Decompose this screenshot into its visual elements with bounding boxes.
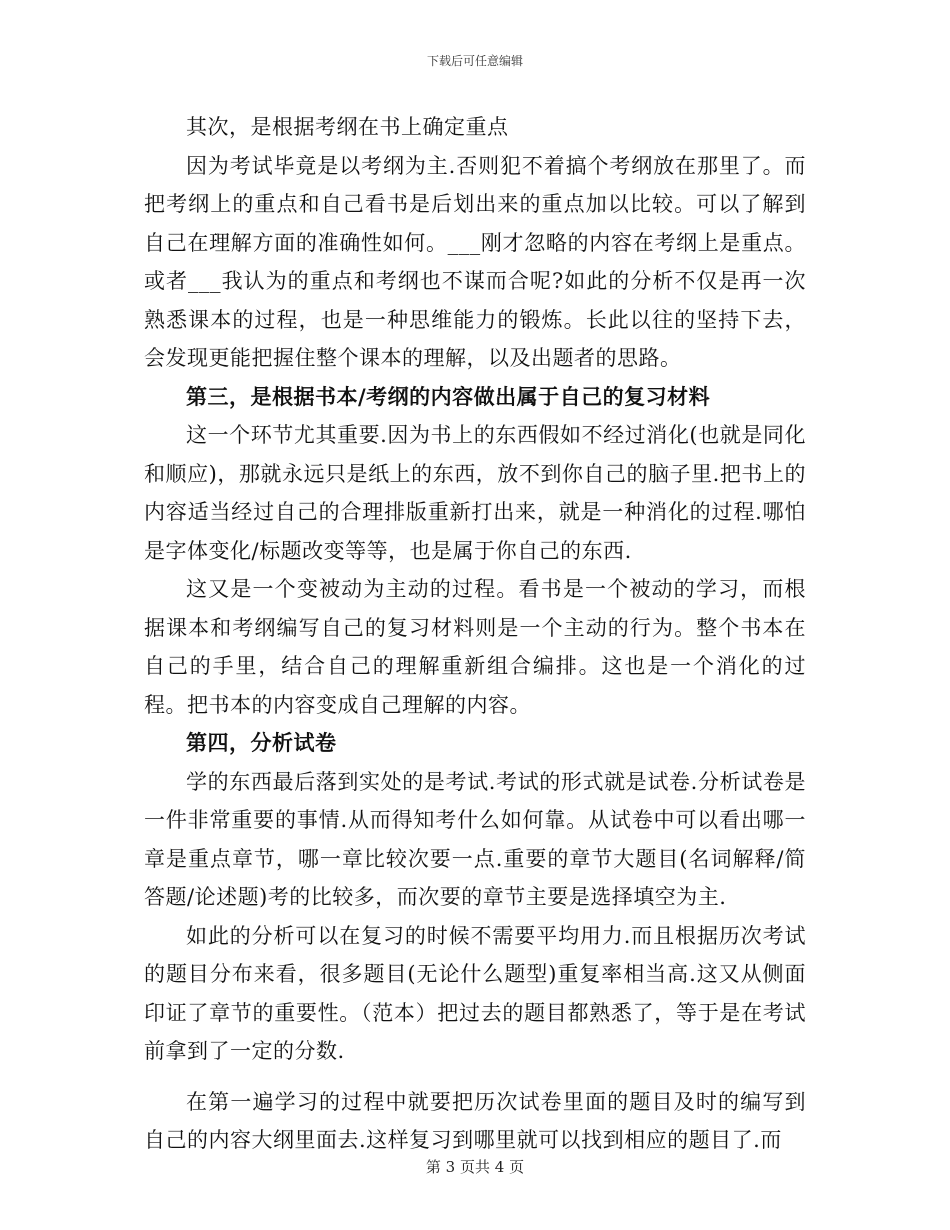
paragraph: 这又是一个变被动为主动的过程。看书是一个被动的学习，而根据课本和考纲编写自己的复习材料则是一个主动的行为。整个书本在自己的手里，结合自己的理解重新组合编排。这也是一个消化的过程。把书本的内容变成自己理解的内容。 <box>144 577 806 717</box>
paragraph: 其次，是根据考纲在书上确定重点 <box>186 115 509 139</box>
section-heading: 第三，是根据书本/考纲的内容做出属于自己的复习材料 <box>186 383 711 409</box>
paragraph: 这一个环节尤其重要.因为书上的东西假如不经过消化(也就是同化和顺应)，那就永远只是纸上的东西，放不到你自己的脑子里.把书上的内容适当经过自己的合理排版重新打出来，就是一种消化的过程.哪怕是字体变化/标题改变等等，也是属于你自己的东西. <box>144 423 806 563</box>
page-header: 下载后可任意编辑 <box>426 54 523 68</box>
paragraph: 在第一遍学习的过程中就要把历次试卷里面的题目及时的编写到自己的内容大纲里面去.这样复习到哪里就可以找到相应的题目了.而 <box>144 1089 806 1152</box>
document-body <box>144 108 806 1160</box>
page-footer: 第 3 页共 4 页 <box>425 1158 525 1176</box>
paragraph: 因为考试毕竟是以考纲为主.否则犯不着搞个考纲放在那里了。而把考纲上的重点和自己看书是后划出来的重点加以比较。可以了解到自己在理解方面的准确性如何。___刚才忽略的内容在考纲上是重点。或者___我认为的重点和考纲也不谋而合呢?如此的分析不仅是再一次熟悉课本的过程，也是一种思维能力的锻炼。长此以往的坚持下去，会发现更能把握住整个课本的理解，以及出题者的思路。 <box>144 153 806 370</box>
paragraph: 如此的分析可以在复习的时候不需要平均用力.而且根据历次考试的题目分布来看，很多题目(无论什么题型)重复率相当高.这又从侧面印证了章节的重要性。（范本）把过去的题目都熟悉了，等于是在考试前拿到了一定的分数. <box>144 923 806 1063</box>
section-heading: 第四，分析试卷 <box>186 730 337 755</box>
paragraph: 学的东西最后落到实处的是考试.考试的形式就是试卷.分析试卷是一件非常重要的事情.从而得知考什么如何靠。从试卷中可以看出哪一章是重点章节，哪一章比较次要一点.重要的章节大题目(名词解释/简答题/论述题)考的比较多，而次要的章节主要是选择填空为主. <box>144 769 806 909</box>
